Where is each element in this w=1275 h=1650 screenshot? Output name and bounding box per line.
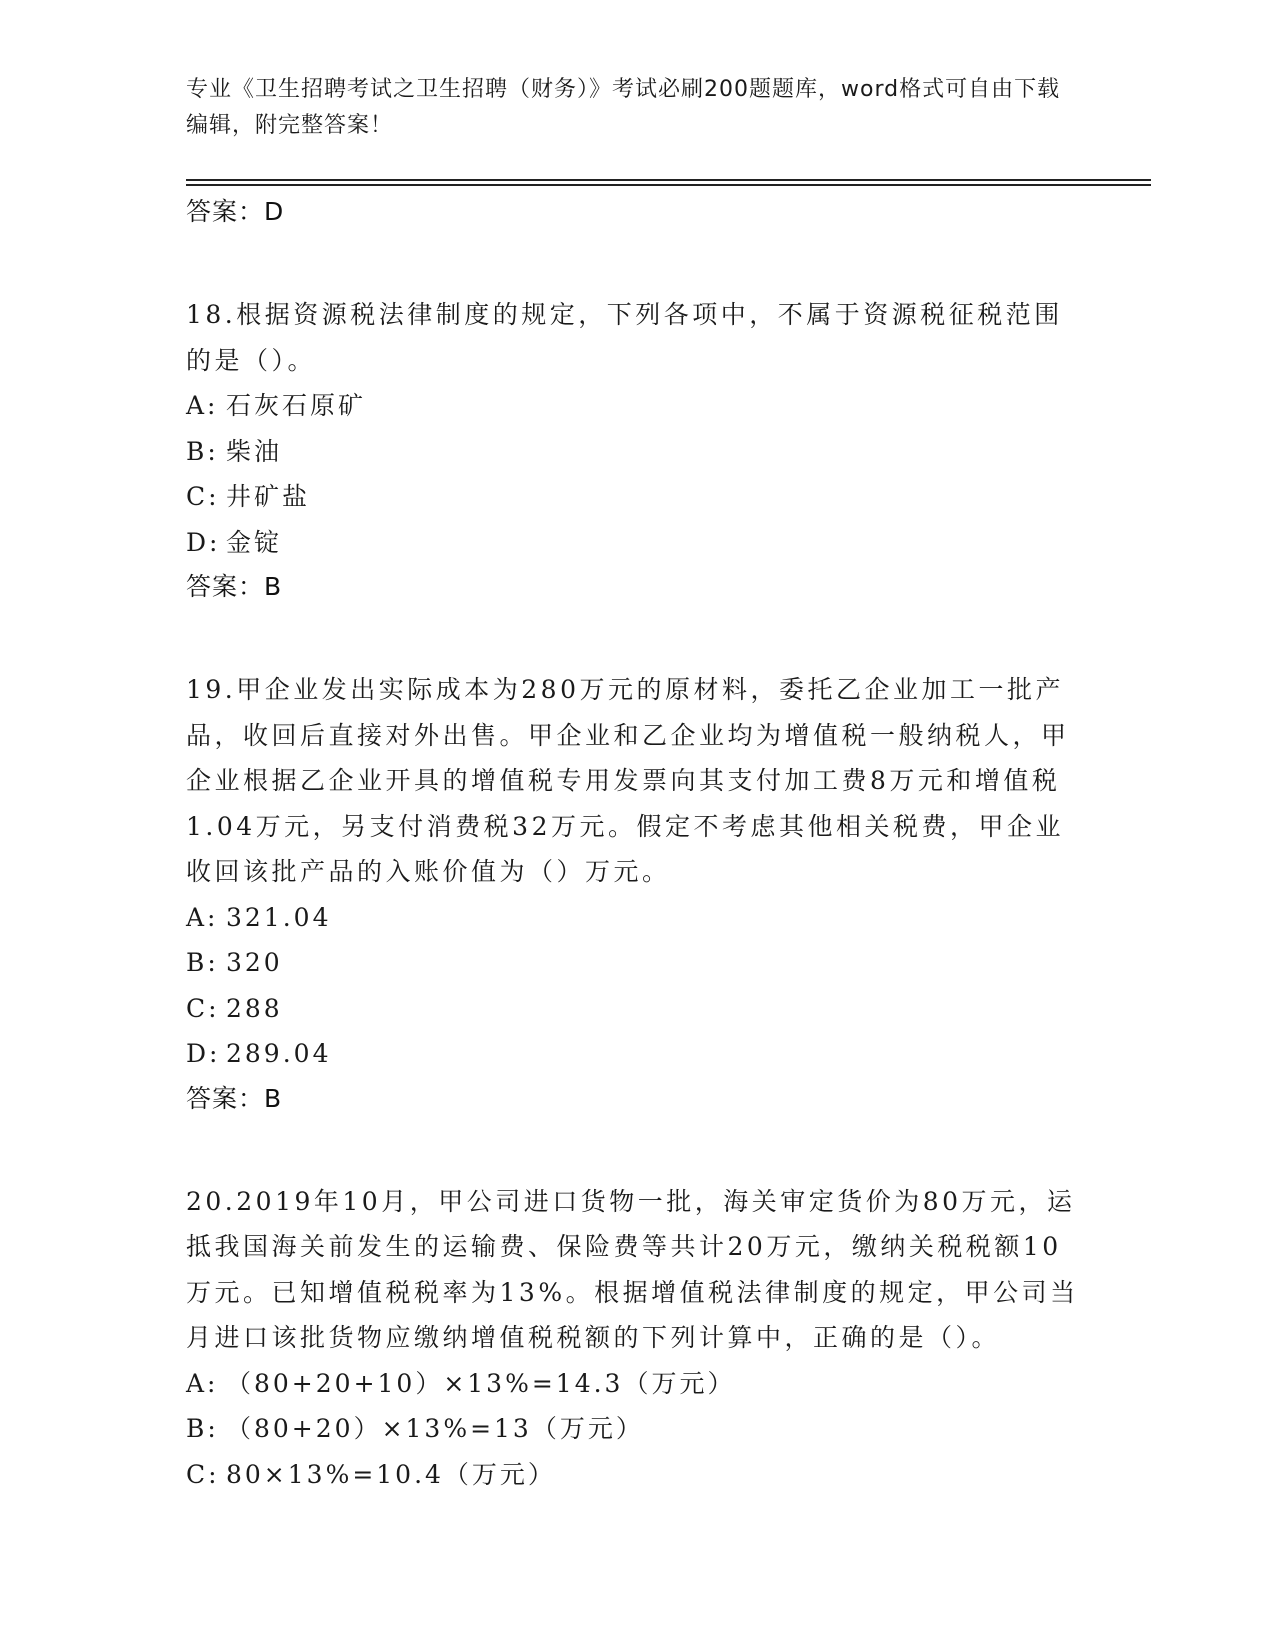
- question-stem: 19.甲企业发出实际成本为280万元的原材料，委托乙企业加工一批产品，收回后直接对外出售。甲企业和乙企业均为增值税一般纳税人，甲企业根据乙企业开具的增值税专用发票向其支付加工费8万元和增值税1.04万元，另支付消费税32万元。假定不考虑其他相关税费，甲企业收回该批产品的入账价值为（）万元。: [186, 675, 1070, 886]
- option-text: 井矿盐: [226, 482, 311, 511]
- option-text: （80+20+10）×13%=14.3（万元）: [226, 1368, 736, 1398]
- option-key: B:: [186, 436, 219, 466]
- option-d: [186, 520, 1086, 566]
- option-b: [186, 940, 1086, 986]
- header-divider-bottom: [186, 184, 1151, 186]
- option-key: C:: [186, 482, 220, 511]
- option-key: C:: [186, 993, 220, 1023]
- option-text: 80×13%=10.4（万元）: [226, 1459, 556, 1489]
- question-20: [186, 1179, 1086, 1498]
- option-b: [186, 429, 1086, 475]
- option-text: 288: [226, 993, 283, 1023]
- option-text: 石灰石原矿: [226, 391, 367, 420]
- spacer: [186, 234, 1086, 292]
- option-key: B:: [186, 948, 219, 977]
- spacer: [186, 1121, 1086, 1179]
- option-c: [186, 986, 1086, 1032]
- option-key: D:: [186, 1039, 221, 1068]
- question-18: [186, 292, 1086, 609]
- option-key: C:: [186, 1459, 220, 1489]
- option-text: 289.04: [226, 1039, 332, 1068]
- option-key: A:: [186, 391, 219, 420]
- option-c: [186, 1452, 1086, 1498]
- question-stem: 20.2019年10月，甲公司进口货物一批，海关审定货价为80万元，运抵我国海关前发生的运输费、保险费等共计20万元，缴纳关税税额10万元。已知增值税税率为13%。根据增值税法律制度的规定，甲公司当月进口该批货物应缴纳增值税税额的下列计算中，正确的是（）。: [186, 1186, 1079, 1352]
- option-text: 321.04: [226, 902, 332, 932]
- option-key: B:: [186, 1414, 219, 1443]
- option-d: [186, 1031, 1086, 1077]
- option-text: 柴油: [226, 436, 283, 466]
- header-divider-top: [186, 179, 1151, 181]
- option-text: （80+20）×13%=13（万元）: [226, 1414, 644, 1443]
- option-c: [186, 474, 1086, 520]
- option-a: [186, 383, 1086, 429]
- option-key: A:: [186, 1368, 219, 1398]
- answer: 答案：B: [186, 572, 283, 601]
- option-a: [186, 1361, 1086, 1407]
- previous-answer: 答案：D: [186, 197, 285, 226]
- option-key: D:: [186, 527, 221, 557]
- spacer: [186, 609, 1086, 667]
- document-header: 专业《卫生招聘考试之卫生招聘（财务）》考试必刷200题题库，word格式可自由下载编辑，附完整答案！: [186, 77, 1061, 138]
- option-text: 金锭: [226, 527, 283, 557]
- option-key: A:: [186, 902, 219, 932]
- question-stem: 18.根据资源税法律制度的规定，下列各项中，不属于资源税征税范围的是（）。: [186, 300, 1063, 375]
- question-19: [186, 667, 1086, 1121]
- option-text: 320: [226, 948, 283, 977]
- option-a: [186, 895, 1086, 941]
- question-list: [186, 188, 1086, 1497]
- answer: 答案：B: [186, 1083, 283, 1113]
- option-b: [186, 1406, 1086, 1452]
